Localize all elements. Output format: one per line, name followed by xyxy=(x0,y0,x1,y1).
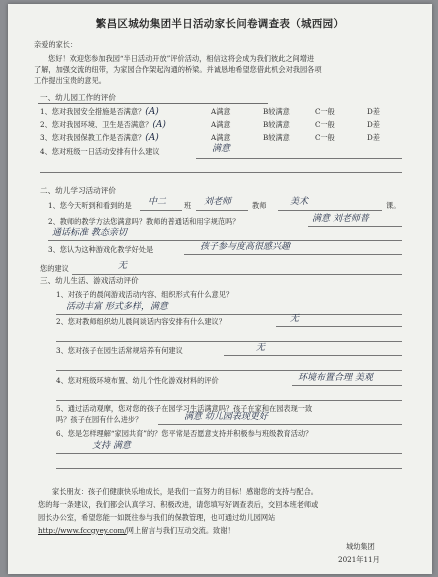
s2-q1-subject: 美术 xyxy=(290,197,309,207)
s3-q6-line xyxy=(56,453,402,454)
s3-q2-line xyxy=(276,326,402,327)
s2-question-2: 2、教师的教学方法您满意吗？教师的普通话和用字规范吗？ xyxy=(48,217,240,226)
s2-q1-suffix: 课。 xyxy=(386,201,401,210)
s3-q3-answer: 无 xyxy=(256,343,266,353)
closing-line-3: 园长办公室，希望您能一如既往参与我们的保教管理，也可通过幼儿园网站 xyxy=(38,513,276,522)
s1-question-2: 2、您对我园环境、卫生是否满意？(A) xyxy=(40,120,166,130)
website-link[interactable]: http://www.fccgyey.com/ xyxy=(38,526,127,535)
survey-sheet xyxy=(8,4,432,574)
s3-q4-line xyxy=(292,385,402,386)
signature-date: 2021年11月 xyxy=(338,555,380,564)
closing-line-4: http://www.fccgyey.com/网上留言与我们互动交流。致谢！ xyxy=(38,526,235,535)
s2-q1-subject-line xyxy=(278,210,382,211)
s2-q3-answer: 孩子参与度高很感兴趣 xyxy=(200,242,291,252)
s2-q2-line-b xyxy=(48,240,402,241)
s3-question-5a: 5、通过活动观摩，您对您的孩子在园学习生活满意吗？孩子在家和在园表现一致 xyxy=(56,404,313,413)
s3-q4-answer: 环境布置合理 美观 xyxy=(298,373,373,383)
s3-q3-line xyxy=(224,355,402,356)
s2-q2-answer-b: 通话标准 教态亲切 xyxy=(52,228,127,238)
s2-q1-class-line xyxy=(140,210,182,211)
s3-question-6: 6、您是怎样理解“家园共育”的？您平常是否愿意支持并积极参与班级教育活动？ xyxy=(56,429,313,438)
s2-q2-answer-a: 满意 刘老师普 xyxy=(312,214,369,224)
s3-question-1: 1、对孩子的晨间游戏活动内容、组织形式有什么意见？ xyxy=(56,290,234,299)
closing-line-2: 您的每一条建议，我们都会认真学习、积极改进，请您填写好调查表后，交回本班老师或 xyxy=(38,500,319,509)
s2-q2-line-a xyxy=(308,226,402,227)
closing-line-1: 家长朋友：孩子们健康快乐地成长，是我们一直努力的目标！感谢您的支持与配合。 xyxy=(52,487,318,496)
s1-question-3: 3、您对我园保教工作是否满意？(A) xyxy=(40,133,159,143)
s2-advice-answer: 无 xyxy=(118,261,128,271)
s3-q5-answer: 满意 幼儿园表现更好 xyxy=(184,412,268,422)
s1-q4-answer: 满意 xyxy=(212,144,231,154)
intro-line-1: 您好！欢迎您参加我园“半日活动开放”评价活动，相信这将会成为我们彼此之间增进 xyxy=(48,54,315,63)
s2-q1-jiaoshi: 教师 xyxy=(252,201,267,210)
intro-line-2: 了解，加强交流的纽带，为家园合作架起沟通的桥梁。并诚恳地希望您借此机会对我园各项 xyxy=(34,65,322,74)
s2-q1-ban: 班 xyxy=(184,201,192,210)
s3-q4-extra-line xyxy=(56,400,402,401)
s2-advice-line xyxy=(72,274,402,275)
section2-heading: 二、幼儿学习活动评价 xyxy=(40,186,116,195)
s3-q2-answer: 无 xyxy=(290,314,300,324)
s2-question-3: 3、您认为这种游戏化教学好处是 xyxy=(48,245,154,254)
s3-q1-answer: 活动丰富 形式多样，满意 xyxy=(66,302,168,312)
s3-q2-extra-line xyxy=(56,341,402,342)
s3-q3-extra-line xyxy=(56,370,402,371)
section1-underline xyxy=(38,103,268,104)
s1-q3-options: A满意 B较满意 C一般 D差 xyxy=(211,133,380,142)
signature-org: 城幼集团 xyxy=(346,542,375,551)
s2-question-1: 1、您今天听到和看到的是 xyxy=(48,201,132,210)
section3-heading: 三、幼儿生活、游戏活动评价 xyxy=(40,276,139,285)
s3-question-5b: 吗？孩子在园有什么进步？ xyxy=(56,415,143,424)
s3-q1-line xyxy=(56,314,402,315)
s2-q1-teacher-line xyxy=(196,210,248,211)
s1-question-1: 1、您对我园安全措施是否满意？(A) xyxy=(40,107,159,117)
s1-q1-options: A满意 B较满意 C一般 D差 xyxy=(211,107,380,116)
s2-q1-teacher: 刘老师 xyxy=(204,197,232,207)
s3-question-2: 2、您对教师组织幼儿晨间谈话内容安排有什么建议？ xyxy=(56,317,226,326)
greeting: 亲爱的家长： xyxy=(34,40,78,49)
s1-q4-line xyxy=(196,158,402,159)
s2-q1-class: 中二 xyxy=(148,197,167,207)
s3-question-4: 4、您对班级环境布置、幼儿个性化游戏材料的评价 xyxy=(56,376,219,385)
s1-question-4: 4、您对班级一日活动安排有什么建议 xyxy=(40,147,160,156)
section1-heading: 一、幼儿园工作的评价 xyxy=(40,93,116,102)
s3-q5-line xyxy=(158,424,402,425)
intro-line-3: 工作提出宝贵的意见。 xyxy=(34,76,106,85)
s3-question-3: 3、您对孩子在园生活常规培养有何建议 xyxy=(56,346,183,355)
s3-q6-extra-line xyxy=(56,468,402,469)
s3-q6-answer: 支持 满意 xyxy=(92,441,131,451)
s2-q3-line xyxy=(184,254,402,255)
s1-q2-options: A满意 B较满意 C一般 D差 xyxy=(211,120,380,129)
s1-extra-line xyxy=(40,172,402,173)
s2-advice-label: 您的建议 xyxy=(40,264,69,273)
survey-title: 繁昌区城幼集团半日活动家长问卷调查表（城西园） xyxy=(95,18,345,30)
